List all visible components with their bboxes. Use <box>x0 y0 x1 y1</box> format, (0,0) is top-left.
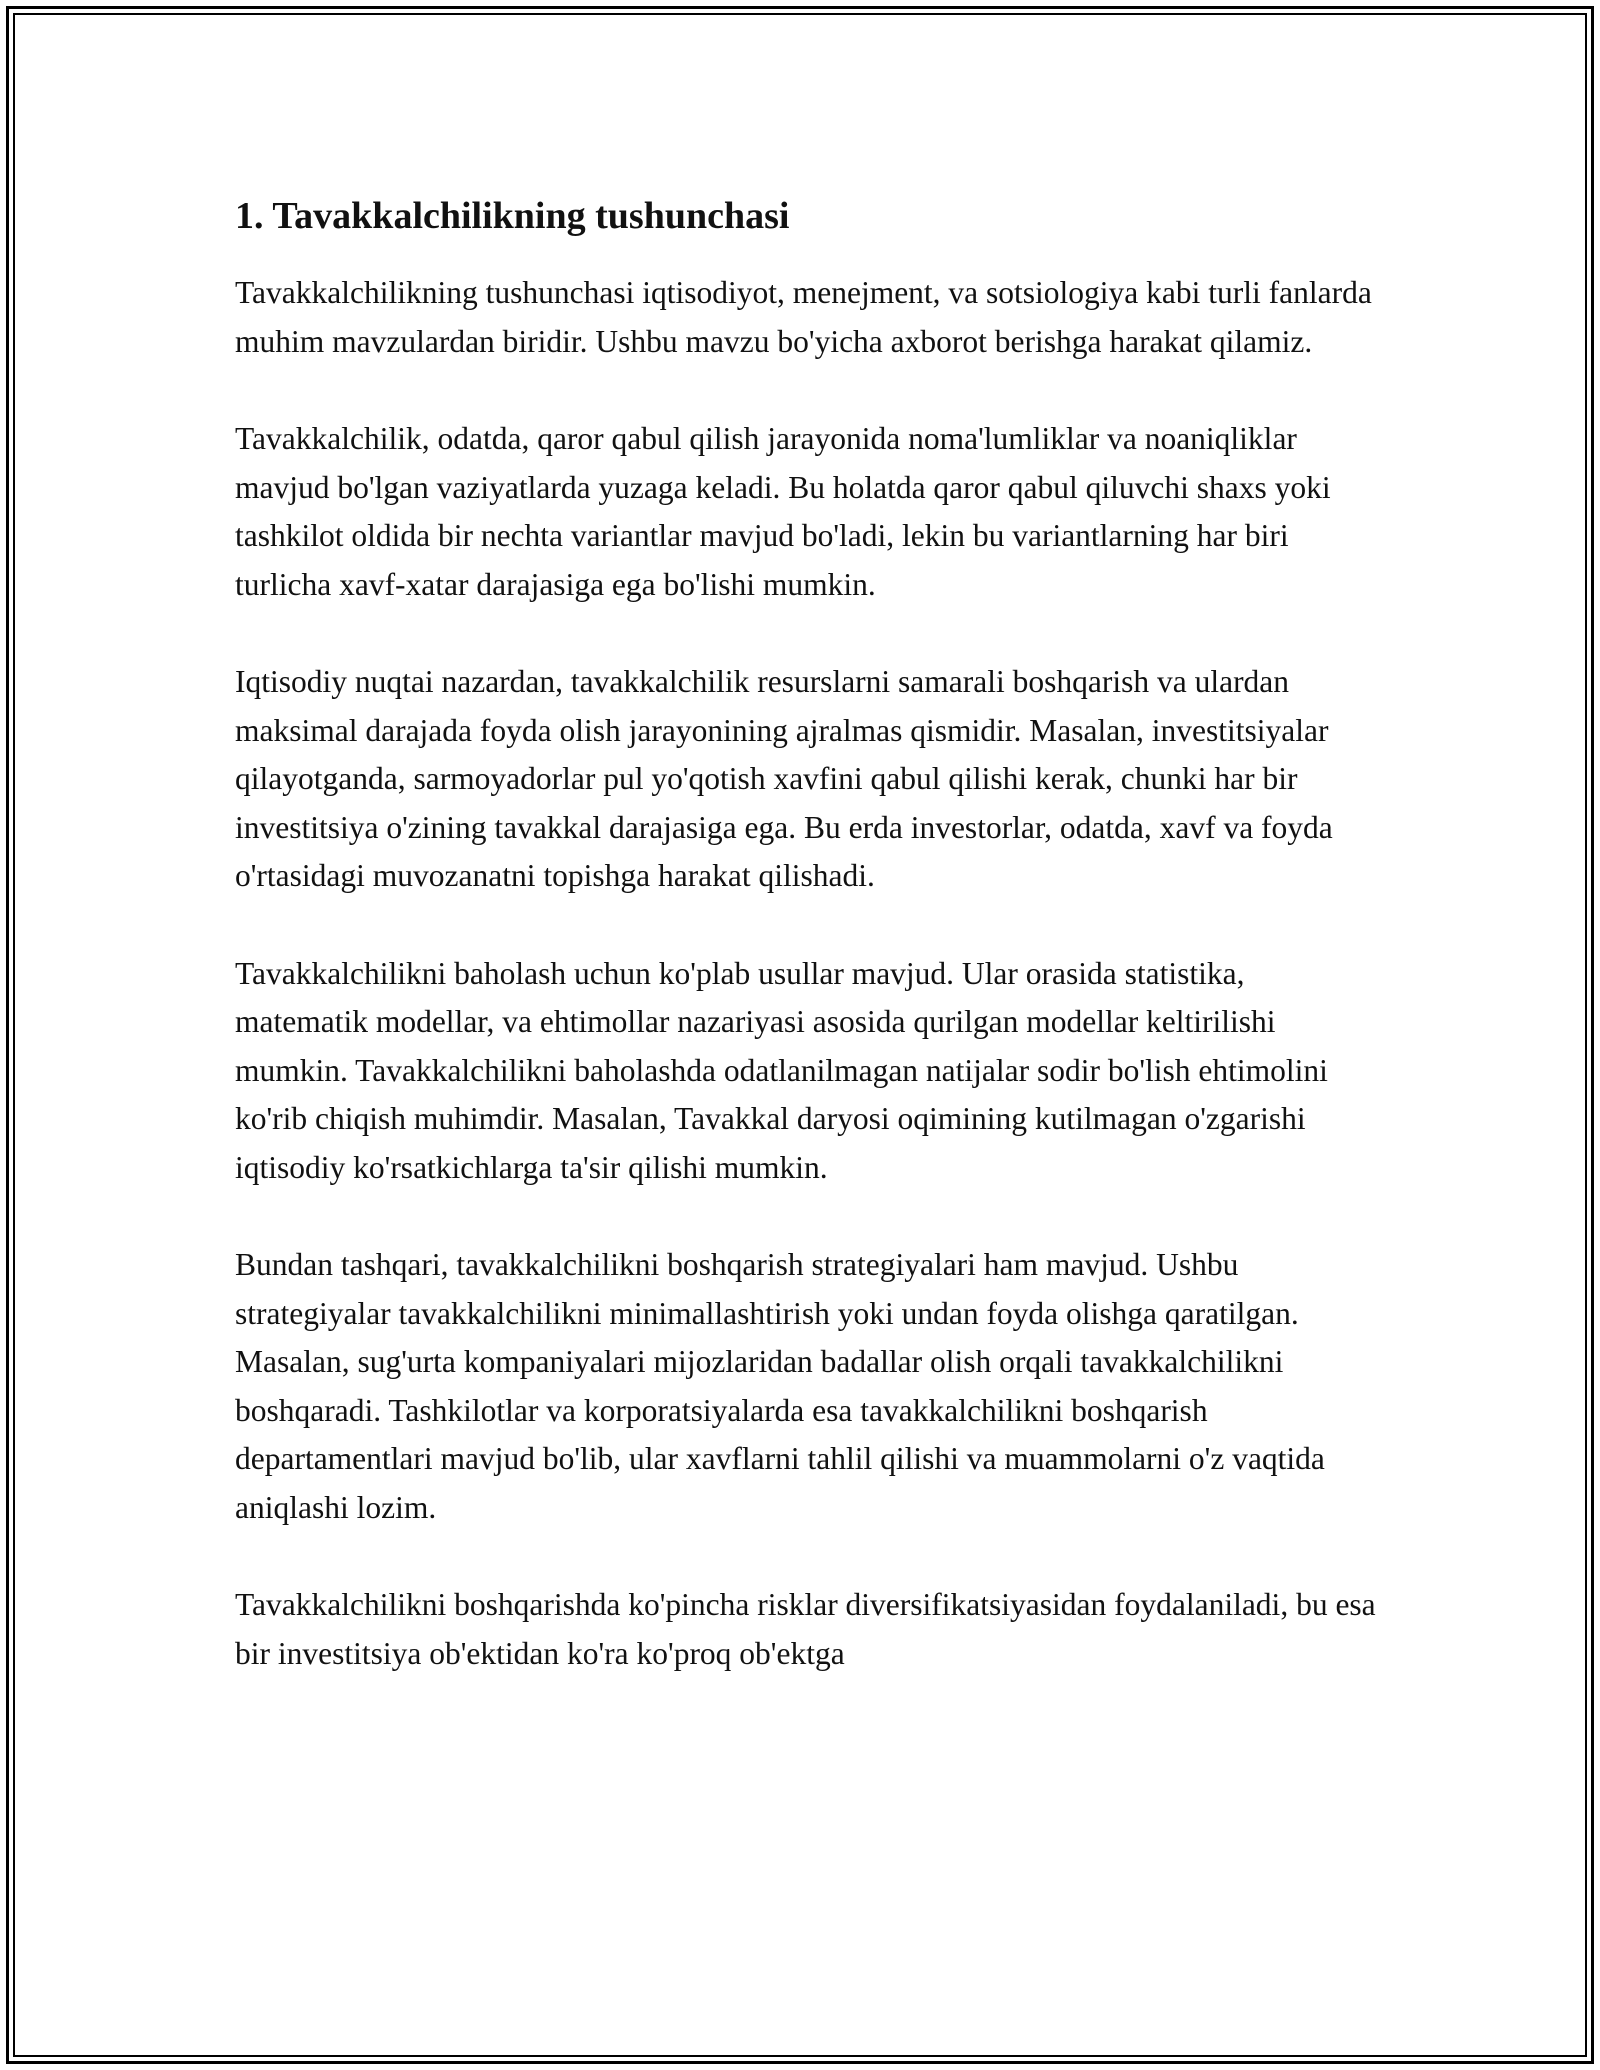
paragraph-5: Bundan tashqari, tavakkalchilikni boshqarish strategiyalari ham mavjud. Ushbu strategiyalar tavakkalchilikni minimallashtirish yoki undan foyda olishga qaratilgan. Masalan, sug'urta kompaniyalari mijozlaridan badallar olish orqali tavakkalchilikni boshqaradi. Tashkilotlar va korporatsiyalarda esa tavakkalchilikni boshqarish departamentlari mavjud bo'lib, ular xavflarni tahlil qilishi va muammolarni o'z vaqtida aniqlashi lozim. <box>235 1247 1325 1525</box>
paragraph-3: Iqtisodiy nuqtai nazardan, tavakkalchilik resurslarni samarali boshqarish va ulardan maksimal darajada foyda olish jarayonining ajralmas qismidir. Masalan, investitsiyalar qilayotganda, sarmoyadorlar pul yo'qotish xavfini qabul qilishi kerak, chunki har bir investitsiya o'zining tavakkal darajasiga ega. Bu erda investorlar, odatda, xavf va foyda o'rtasidagi muvozanatni topishga harakat qilishadi. <box>235 664 1333 893</box>
document-body <box>235 188 1385 1727</box>
paragraph-2: Tavakkalchilik, odatda, qaror qabul qilish jarayonida noma'lumliklar va noaniqliklar mavjud bo'lgan vaziyatlarda yuzaga keladi. Bu holatda qaror qabul qiluvchi shaxs yoki tashkilot oldida bir nechta variantlar mavjud bo'ladi, lekin bu variantlarning har biri turlicha xavf-xatar darajasiga ega bo'lishi mumkin. <box>235 421 1331 602</box>
paragraph-1: Tavakkalchilikning tushunchasi iqtisodiyot, menejment, va sotsiologiya kabi turli fanlarda muhim mavzulardan biridir. Ushbu mavzu bo'yicha axborot berishga harakat qilamiz. <box>235 275 1372 359</box>
paragraph-4: Tavakkalchilikni baholash uchun ko'plab usullar mavjud. Ular orasida statistika, matematik modellar, va ehtimollar nazariyasi asosida qurilgan modellar keltirilishi mumkin. Tavakkalchilikni baholashda odatlanilmagan natijalar sodir bo'lish ehtimolini ko'rib chiqish muhimdir. Masalan, Tavakkal daryosi oqimining kutilmagan o'zgarishi iqtisodiy ko'rsatkichlarga ta'sir qilishi mumkin. <box>235 955 1328 1185</box>
section-heading: 1. Tavakkalchilikning tushunchasi <box>235 195 790 237</box>
paragraph-6: Tavakkalchilikni boshqarishda ko'pincha risklar diversifikatsiyasidan foydalaniladi, bu esa bir investitsiya ob'ektidan ko'ra ko'proq ob'ektga <box>235 1587 1376 1671</box>
